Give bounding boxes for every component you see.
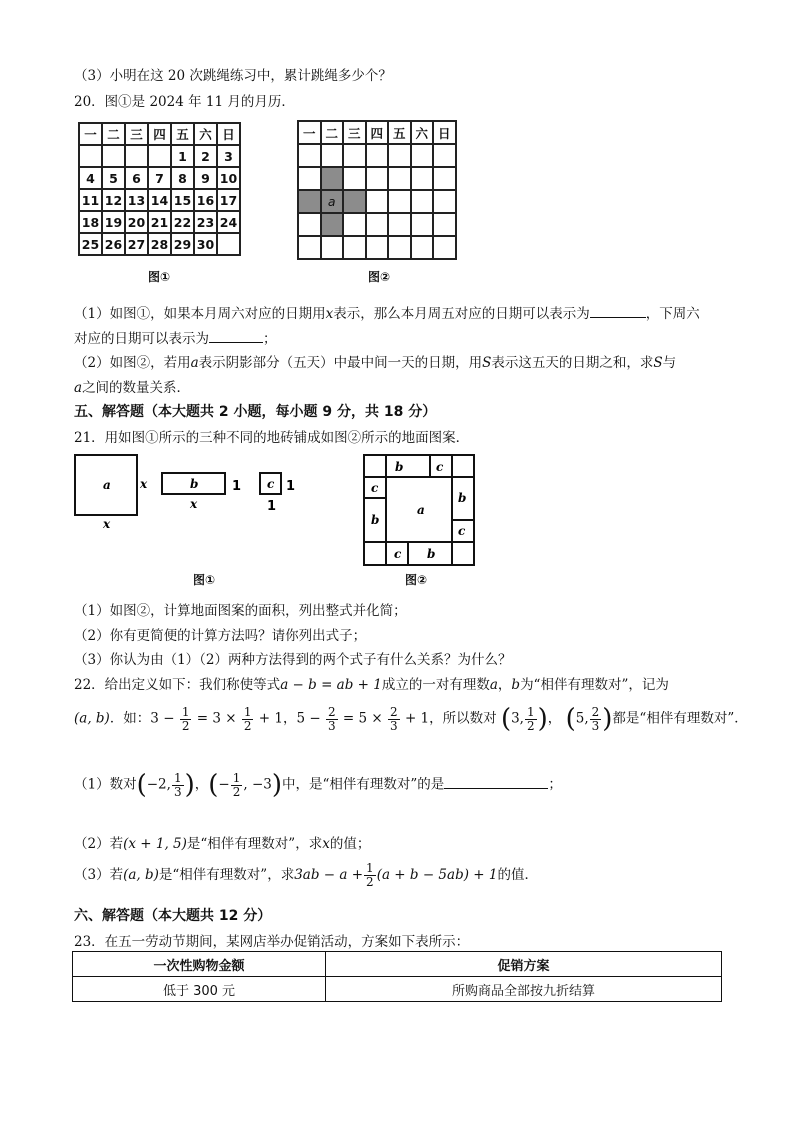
shaded-cell	[321, 167, 344, 190]
weekday-cell: 六	[194, 123, 217, 145]
weekday-cell: 日	[217, 123, 240, 145]
table-cell: 所购商品全部按九折结算	[326, 977, 722, 1002]
tile-a-bottom-x: x	[103, 517, 111, 531]
figure-2-caption: 图②	[368, 270, 391, 284]
fraction-2-3: $\frac{2}{3}$	[591, 704, 600, 733]
answer-blank[interactable]	[444, 776, 548, 789]
date-cell	[79, 145, 102, 167]
calendar2-row	[298, 190, 456, 213]
table-header-cell: 一次性购物金额	[73, 952, 326, 977]
tiles-figure-1	[70, 448, 320, 588]
weekday-cell: 五	[388, 121, 411, 144]
date-cell: 16	[194, 189, 217, 211]
fraction-1-2: $\frac{1}{2}$	[181, 704, 190, 733]
table-row	[73, 977, 722, 1002]
date-cell: 27	[125, 233, 148, 255]
weekday-cell: 二	[102, 123, 125, 145]
answer-blank[interactable]	[209, 330, 263, 343]
label-a-center: a	[417, 503, 425, 517]
shaded-cell	[321, 213, 344, 236]
shaded-cell	[343, 190, 366, 213]
fraction-1-2: $\frac{1}{2}$	[243, 704, 252, 733]
date-cell: 14	[148, 189, 171, 211]
q22-part1: （1）数对(−2, $\frac{1}{3}$ )，(− $\frac{1}{2}$ , −3)中，是“相伴有理数对”的是 ；	[74, 770, 562, 800]
calendar-figure-2	[297, 120, 457, 260]
date-cell	[217, 233, 240, 255]
calendar1-week-row	[79, 145, 240, 167]
date-cell: 4	[79, 167, 102, 189]
calendar2-row	[298, 213, 456, 236]
date-cell: 12	[102, 189, 125, 211]
q20-part2-cont: a之间的数量关系．	[74, 380, 191, 396]
weekday-cell: 四	[148, 123, 171, 145]
date-cell: 23	[194, 211, 217, 233]
date-cell	[102, 145, 125, 167]
q21-part3: （3）你认为由（1）（2）两种方法得到的两个式子有什么关系？为什么？	[74, 652, 512, 668]
section-5-heading: 五、解答题（本大题共 2 小题，每小题 9 分，共 18 分）	[74, 404, 437, 420]
date-cell	[148, 145, 171, 167]
label-b-right: b	[458, 491, 467, 505]
date-cell: 25	[79, 233, 102, 255]
calendar-figure-1	[78, 122, 241, 256]
q20-part1-cont: 对应的日期可以表示为 ；	[74, 331, 277, 347]
section-6-heading: 六、解答题（本大题共 12 分）	[74, 908, 272, 924]
date-cell: 8	[171, 167, 194, 189]
date-cell: 2	[194, 145, 217, 167]
fraction-1-2: $\frac{1}{2}$	[526, 704, 535, 733]
date-cell: 28	[148, 233, 171, 255]
fraction-1-2: $\frac{1}{2}$	[232, 770, 241, 799]
date-cell: 15	[171, 189, 194, 211]
q22-line1: 22．给出定义如下：我们称使等式a − b = ab + 1成立的一对有理数a，b为“相伴有理数对”，记为	[74, 677, 669, 693]
date-cell: 26	[102, 233, 125, 255]
date-cell: 30	[194, 233, 217, 255]
date-cell: 29	[171, 233, 194, 255]
weekday-cell: 三	[343, 121, 366, 144]
answer-blank[interactable]	[590, 305, 646, 318]
date-cell: 19	[102, 211, 125, 233]
fraction-2-3: $\frac{2}{3}$	[390, 704, 398, 733]
weekday-cell: 一	[298, 121, 321, 144]
date-cell: 11	[79, 189, 102, 211]
table-cell: 低于 300 元	[73, 977, 326, 1002]
tiles-figure-2	[360, 452, 480, 570]
shaded-cell	[298, 190, 321, 213]
tile-b-side-1: 1	[232, 479, 242, 494]
label-c-top: c	[436, 460, 444, 474]
tile-b-label: b	[190, 477, 199, 491]
q20-part2: （2）如图②，若用a表示阴影部分（五天）中最中间一天的日期，用S表示这五天的日期之和，求S与	[74, 355, 677, 371]
date-cell: 3	[217, 145, 240, 167]
q22-part2: （2）若(x + 1, 5)是“相伴有理数对”，求x的值；	[74, 836, 371, 852]
date-cell: 13	[125, 189, 148, 211]
date-cell: 18	[79, 211, 102, 233]
weekday-cell: 二	[321, 121, 344, 144]
q21-title: 21．用如图①所示的三种不同的地砖铺成如图②所示的地面图案．	[74, 430, 470, 446]
tile-c-label: c	[267, 477, 275, 491]
q20-title: 20．图①是 2024 年 11 月的月历．	[74, 94, 295, 110]
weekday-cell: 日	[433, 121, 456, 144]
date-cell: 21	[148, 211, 171, 233]
q21-part1: （1）如图②，计算地面图案的面积，列出整式并化简；	[74, 603, 407, 619]
weekday-cell: 一	[79, 123, 102, 145]
q22-part3: （3）若(a, b)是“相伴有理数对”，求3ab − a + $\frac{1}{2}$ (a + b − 5ab) + 1的值．	[74, 861, 538, 889]
tile-a-label: a	[103, 478, 111, 492]
fraction-1-2: $\frac{1}{2}$	[366, 861, 374, 889]
label-c-bottom: c	[394, 547, 402, 561]
date-cell: 9	[194, 167, 217, 189]
calendar1-week-row	[79, 233, 240, 255]
calendar2-header-row	[298, 121, 456, 144]
q21-figure-2-caption: 图②	[405, 573, 428, 587]
promotion-table	[72, 951, 722, 1002]
date-cell: 22	[171, 211, 194, 233]
tile-b-bottom-x: x	[190, 497, 198, 511]
label-b-left: b	[371, 513, 380, 527]
weekday-cell: 三	[125, 123, 148, 145]
date-cell: 20	[125, 211, 148, 233]
tile-c-side-1: 1	[286, 479, 296, 494]
date-cell: 17	[217, 189, 240, 211]
date-cell: 6	[125, 167, 148, 189]
q22-line2: (a, b)．如：3 − $\frac{1}{2}$ = 3 × $\frac{1}{2}$ + 1，5 − $\frac{2}{3}$ = 5 × $\frac{2}{3}$ + 1，所以数对 (3, $\frac{1}{2}$ )， (5, $\frac{2}{3}$ )都是“相伴有理数对”．	[74, 704, 748, 734]
tile-c-bottom-1: 1	[267, 499, 277, 514]
label-c-left: c	[371, 481, 379, 495]
q23-title: 23．在五一劳动节期间，某网店举办促销活动，方案如下表所示：	[74, 934, 470, 950]
calendar2-row	[298, 167, 456, 190]
weekday-cell: 六	[411, 121, 434, 144]
q21-part2: （2）你有更简便的计算方法吗？请你列出式子；	[74, 628, 367, 644]
tile-a-side-x: x	[140, 477, 148, 491]
date-cell	[125, 145, 148, 167]
q21-figure-1-caption: 图①	[193, 573, 216, 587]
table-header-row	[73, 952, 722, 977]
date-cell: 24	[217, 211, 240, 233]
date-cell: 5	[102, 167, 125, 189]
calendar1-week-row	[79, 167, 240, 189]
calendar1-week-row	[79, 189, 240, 211]
figure-1-caption: 图①	[148, 270, 171, 284]
table-header-cell: 促销方案	[326, 952, 722, 977]
calendar1-week-row	[79, 211, 240, 233]
label-b-top: b	[395, 460, 404, 474]
date-cell: 7	[148, 167, 171, 189]
calendar2-row	[298, 144, 456, 167]
calendar2-row	[298, 236, 456, 259]
fraction-1-3: $\frac{1}{3}$	[173, 770, 182, 799]
q20-part1: （1）如图①，如果本月周六对应的日期用x表示，那么本月周五对应的日期可以表示为 ，下周六	[74, 306, 700, 322]
shaded-center-cell-a: a	[321, 190, 344, 213]
q19-part3: （3）小明在这 20 次跳绳练习中，累计跳绳多少个？	[74, 68, 392, 84]
date-cell: 1	[171, 145, 194, 167]
weekday-cell: 四	[366, 121, 389, 144]
calendar1-header-row	[79, 123, 240, 145]
date-cell: 10	[217, 167, 240, 189]
fraction-2-3: $\frac{2}{3}$	[327, 704, 336, 733]
label-b-bottom: b	[427, 547, 436, 561]
label-c-right: c	[458, 524, 466, 538]
weekday-cell: 五	[171, 123, 194, 145]
